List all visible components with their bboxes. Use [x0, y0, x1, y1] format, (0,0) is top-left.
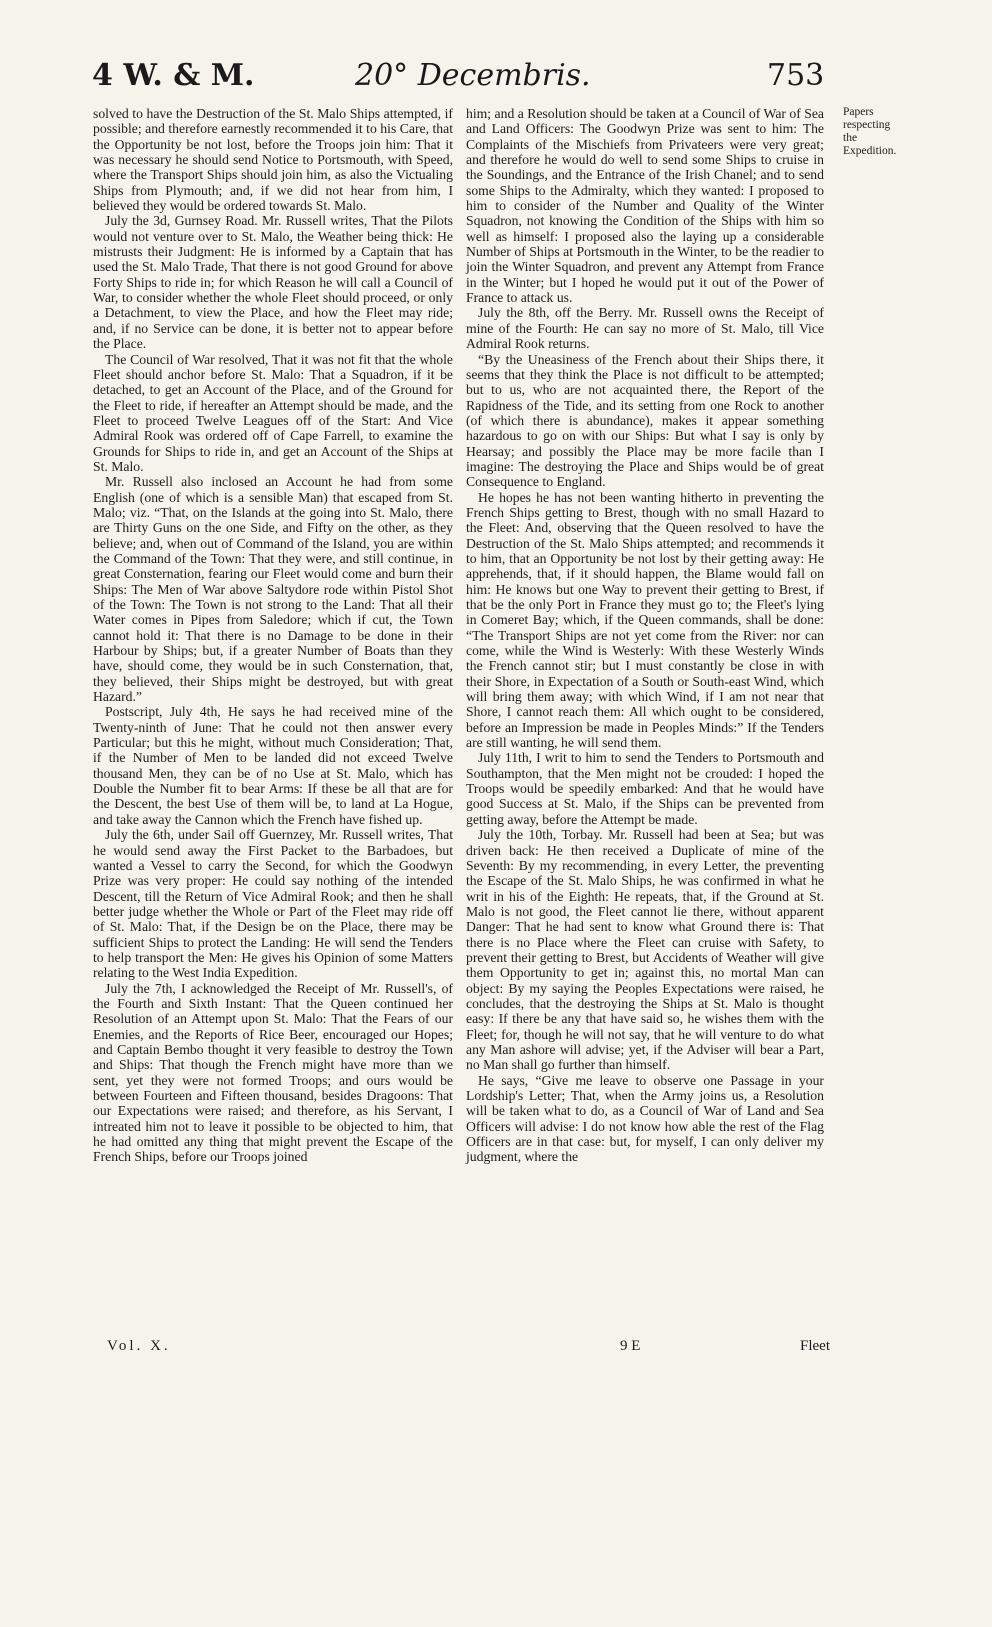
signature-mark: 9 E: [620, 1338, 641, 1354]
page-number: 753: [767, 58, 825, 93]
left-column: [93, 106, 453, 1165]
paragraph: July the 7th, I acknowledged the Receipt of Mr. Russell's, of the Fourth and Sixth Instant: That the Queen continued her Resolution of an Attempt upon St. Malo: That the Fears of our Enemies, and the Reports of Rice Beer, encouraged our Hopes; and Captain Bembo thought it very feasible to destroy the Town and Ships: That though the French might have more than we sent, yet they were not formed Troops; and ours would be between Fourteen and Fifteen thousand, besides Dragoons: That our Expectations were raised; and therefore, as his Servant, I intreated him not to leave it possible to be objected to him, that he had omitted any thing that might prevent the Escape of the French Ships, before our Troops joined: [93, 980, 453, 1165]
catchword: Fleet: [800, 1338, 830, 1354]
paragraph: him; and a Resolution should be taken at a Council of War of Sea and Land Officers: The Goodwyn Prize was sent to him: The Complaints of the Mischiefs from Privateers were very great; and therefore he would do well to send some Ships to cruise in the Soundings, and the Entrance of the Irish Chanel; and to send some Ships to the Admiralty, which they wanted: I proposed to him to consider of the Number and Quality of the Winter Squadron, not knowing the Condition of the Ships with him so well as himself: I proposed also the laying up a considerable Number of Ships at Portsmouth in the Winter, to be the readier to join the Winter Squadron, and prevent any Attempt from France in the Winter; but I hoped he would put it out of the Power of France to attack us.: [466, 106, 824, 306]
paragraph: The Council of War resolved, That it was not fit that the whole Fleet should anchor before St. Malo: That a Squadron, if it be detached, to get an Account of the Place, and of the Ground for the Fleet to ride, if hereafter an Attempt should be made, and the Fleet to proceed Twelve Leagues off of the Start: And Vice Admiral Rook was ordered off of Cape Farrell, to examine the Grounds for Ships to ride in, and get an Account of the Ships at St. Malo.: [93, 351, 453, 474]
right-column: [466, 106, 824, 1165]
paragraph: Postscript, July 4th, He says he had received mine of the Twenty-ninth of June: That he could not then answer every Particular; but this he might, without much Consideration; That, if the Number of Men to be landed did not exceed Twelve thousand Men, they can be of no Use at St. Malo, which has Double the Number fit to bear Arms: If these be all that are for the Descent, the best Use of them will be, to land at La Hogue, and take away the Cannon which the French have fished up.: [93, 704, 453, 827]
paragraph: “By the Uneasiness of the French about their Ships there, it seems that they think the Place is not difficult to be attempted; but to us, who are not acquainted there, the Report of the Rapidness of the Tide, and its setting from one Rock to another (of which there is abundance), makes it appear something hazardous to go on with our Ships: But what I say is only by Hearsay; and possibly the Place may be more facile than I imagine: The destroying the Place and Ships would be of great Consequence to England.: [466, 351, 824, 490]
volume-label: Vol. X.: [107, 1338, 171, 1354]
paragraph: July the 10th, Torbay. Mr. Russell had been at Sea; but was driven back: He then received a Duplicate of mine of the Seventh: By my recommending, in every Letter, the preventing the Escape of the St. Malo Ships, he was confirmed in what he writ in his of the Eighth: He repeats, that, if the Ground at St. Malo is not good, the Fleet cannot lie there, without apparent Danger: That he had sent to know what Ground there is: That there is no Place where the Fleet can cruise with Safety, to prevent their getting to Brest, but Accidents of Weather will give them Opportunity to get in; against this, no mortal Man can object: By my saying the Peoples Expectations were raised, he concludes, that the destroying the Ships at St. Malo is thought easy: If there be any that have said so, he wishes them with the Fleet; for, though he will not say, that he will venture to do what any Man ashore will advise; yet, if the Adviser will bear a Part, no Man shall go further than himself.: [466, 827, 824, 1073]
paragraph: solved to have the Destruction of the St. Malo Ships attempted, if possible; and therefore earnestly recommended it to his Care, that the Opportunity be not lost, before the Troops join him: That it was necessary he should send Notice to Portsmouth, with Speed, where the Transport Ships should join him, as also the Victualing Ships from Plymouth; and, if we did not hear from him, I believed they would be ordered towards St. Malo.: [93, 106, 453, 214]
paragraph: July 11th, I writ to him to send the Tenders to Portsmouth and Southampton, that the Men might not be crouded: I hoped the Troops would be speedily embarked: And that he would have good Success at St. Malo, if the Ships can be prevented from getting away, before the Attempt be made.: [466, 750, 824, 827]
marginal-note: Papers respecting the Expedition.: [843, 106, 897, 157]
running-head-date: 20° Decembris.: [355, 58, 591, 93]
running-head-regnal-year: 4 W. & M.: [92, 58, 255, 93]
paragraph: He hopes he has not been wanting hitherto in preventing the French Ships getting to Brest, though with no small Hazard to the Fleet: And, observing that the Queen resolved to have the Destruction of the St. Malo Ships attempted; and recommends it to him, that an Opportunity be not lost by their getting away: He apprehends, that, if it should happen, the Blame would fall on him: He knows but one Way to prevent their getting to Brest, if that be the only Port in France they must go to; the Fleet's lying in Comeret Bay; which, if the Queen commands, shall be done: “The Transport Ships are not yet come from the River: nor can come, while the Wind is Westerly: With these Westerly Winds the French cannot stir; but I must constantly be close in with their Shore, in Expectation of a South or South-east Wind, which will bring them away; with which Wind, if I am not near that Shore, I cannot reach them: All which ought to be considered, before an Impression be made in Peoples Minds:” If the Tenders are still wanting, he will send them.: [466, 489, 824, 751]
paragraph: July the 3d, Gurnsey Road. Mr. Russell writes, That the Pilots would not venture over to St. Malo, the Weather being thick: He mistrusts their Judgment: He is informed by a Captain that has used the St. Malo Trade, That there is not good Ground for above Forty Ships to ride in; for which Reason he will call a Council of War, to consider whether the whole Fleet should proceed, or only a Detachment, to view the Place, and how the Fleet may ride; and, if no Service can be done, it is better not to appear before the Place.: [93, 213, 453, 352]
paragraph: Mr. Russell also inclosed an Account he had from some English (one of which is a sensible Man) that escaped from St. Malo; viz. “That, on the Islands at the going into St. Malo, there are Thirty Guns on the one Side, and Fifty on the other, as they believe; and, when out of Command of the Island, you are within the Command of the Town: That they were, and still continue, in great Consternation, fearing our Fleet would come and burn their Ships: The Men of War above Saltydore rode within Pistol Shot of the Town: The Town is not strong to the Land: That all their Water comes in Pipes from Saledore; which if cut, the Town cannot hold it: That there is no Damage to be done in their Harbour by Ships; but, if a greater Number of Boats than they have, should come, they would be in such Consternation, that, they believed, their Ships might be destroyed, but with great Hazard.”: [93, 474, 453, 705]
paragraph: July the 6th, under Sail off Guernzey, Mr. Russell writes, That he would send away the First Packet to the Barbadoes, but wanted a Vessel to carry the Second, for which the Goodwyn Prize was very proper: He could say nothing of the intended Descent, till the Return of Vice Admiral Rook; and then he shall better judge whether the Whole or Part of the Fleet may ride off of St. Malo: That, if the Design be on the Place, there may be sufficient Ships to protect the Landing: He will send the Tenders to help transport the Men: He gives his Opinion of some Matters relating to the West India Expedition.: [93, 827, 453, 981]
paragraph: July the 8th, off the Berry. Mr. Russell owns the Receipt of mine of the Fourth: He can say no more of St. Malo, till Vice Admiral Rook returns.: [466, 305, 824, 352]
paragraph: He says, “Give me leave to observe one Passage in your Lordship's Letter; That, when the Army joins us, a Resolution will be taken what to do, as a Council of War of Land and Sea Officers will advise: I do not know how able the rest of the Flag Officers are in that case: but, for myself, I can only deliver my judgment, where the: [466, 1072, 824, 1165]
